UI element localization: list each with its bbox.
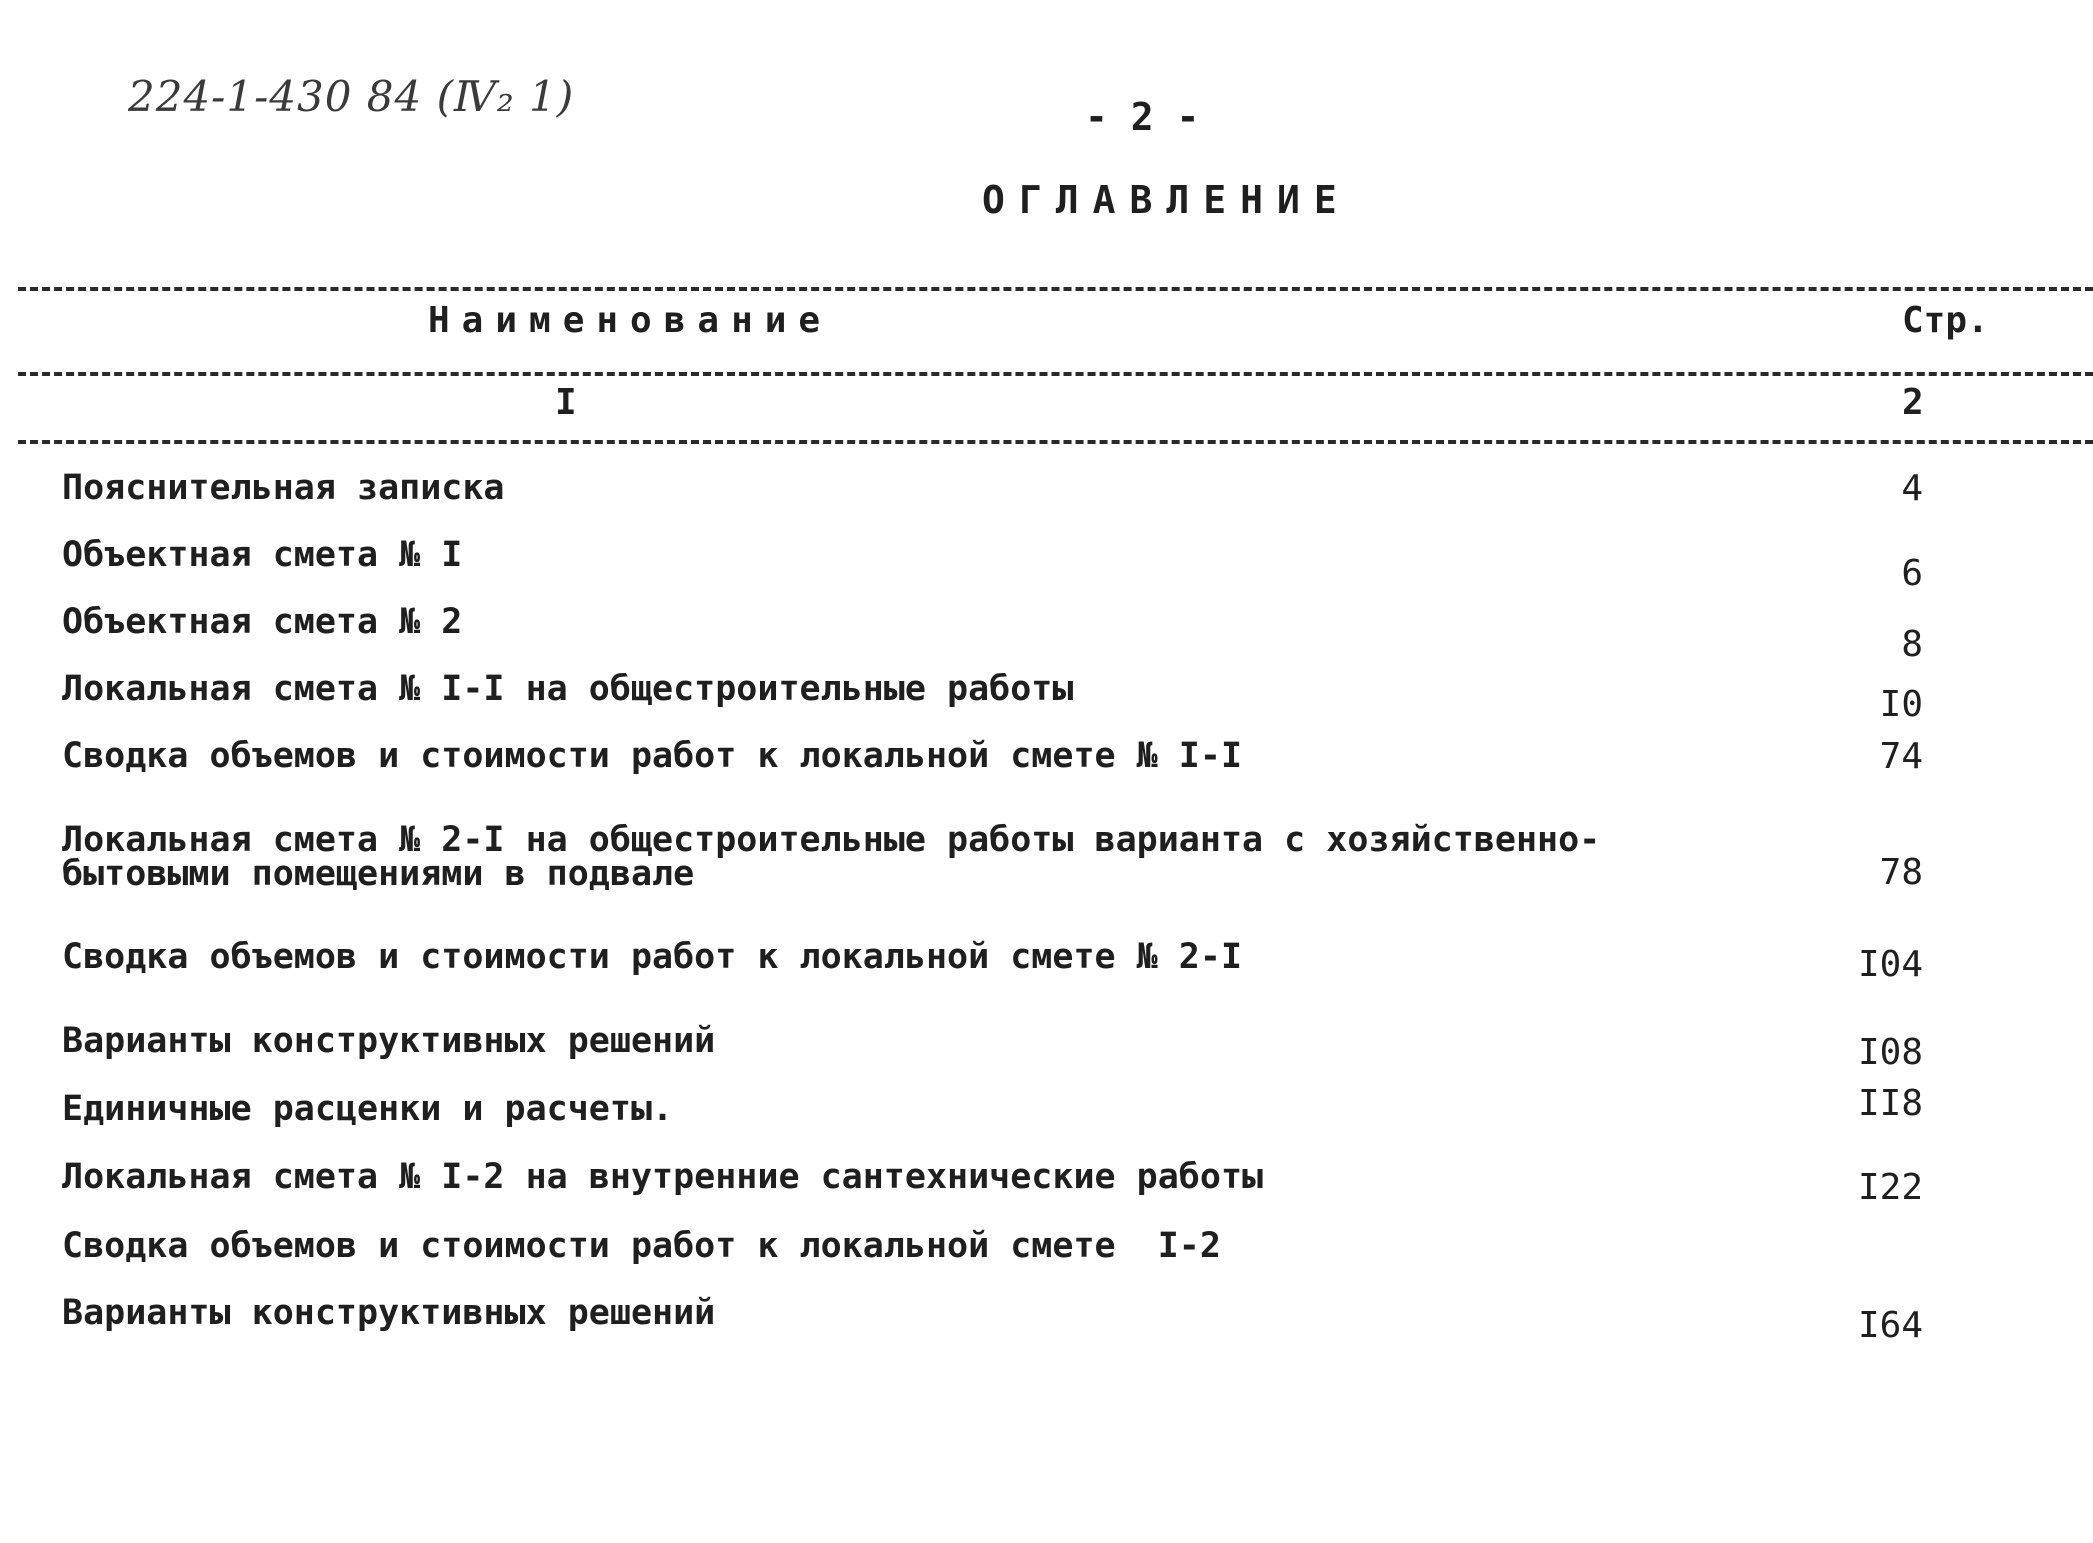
toc-entry-title: Варианты конструктивных решений: [62, 1021, 716, 1061]
header-top-rule: [18, 287, 2093, 291]
toc-entry-page: I04: [1857, 944, 1923, 985]
toc-entry-page: 6: [1901, 553, 1923, 594]
toc-entry-title: Локальная смета № I-I на общестроительные работы: [62, 669, 1074, 709]
header-middle-rule: [18, 372, 2093, 376]
document-code-handwritten: 224-1-430 84 (Ⅳ₂ 1): [128, 72, 575, 121]
header-bottom-rule: [18, 440, 2093, 444]
toc-entry-page: I64: [1857, 1305, 1923, 1346]
toc-entry-title: Объектная смета № I: [62, 535, 463, 575]
toc-entry-page: II8: [1857, 1083, 1923, 1124]
toc-entry-title: Варианты конструктивных решений: [62, 1293, 716, 1333]
toc-entry-page: I0: [1879, 684, 1923, 725]
toc-entry-page: I22: [1857, 1167, 1923, 1208]
toc-entry-title: Объектная смета № 2: [62, 602, 463, 642]
toc-entry-page: 4: [1901, 468, 1923, 509]
toc-entry-title: Сводка объемов и стоимости работ к локальной смете I-2: [62, 1226, 1221, 1266]
toc-entry-page: I08: [1857, 1032, 1923, 1073]
toc-entry-title: Локальная смета № I-2 на внутренние сантехнические работы: [62, 1157, 1264, 1197]
column-header-page: Стр.: [1902, 300, 1989, 341]
toc-entry-title: Локальная смета № 2-I на общестроительные работы варианта с хозяйственно- бытовыми помещениями в подвале: [62, 820, 1601, 894]
toc-entry-title: Сводка объемов и стоимости работ к локальной смете № I-I: [62, 736, 1243, 776]
column-header-name: Наименование: [428, 300, 833, 341]
toc-entry-page: 8: [1901, 624, 1923, 665]
toc-entry-title: Сводка объемов и стоимости работ к локальной смете № 2-I: [62, 937, 1243, 977]
page-title: ОГЛАВЛЕНИЕ: [982, 178, 1351, 222]
column-number-name: I: [555, 382, 577, 423]
page-number: - 2 -: [1085, 95, 1200, 139]
toc-entry-title: Пояснительная записка: [62, 468, 505, 508]
column-number-page: 2: [1902, 382, 1924, 423]
toc-entry-page: 78: [1879, 852, 1923, 893]
toc-entry-title: Единичные расценки и расчеты.: [62, 1089, 674, 1129]
toc-entry-page: 74: [1879, 736, 1923, 777]
